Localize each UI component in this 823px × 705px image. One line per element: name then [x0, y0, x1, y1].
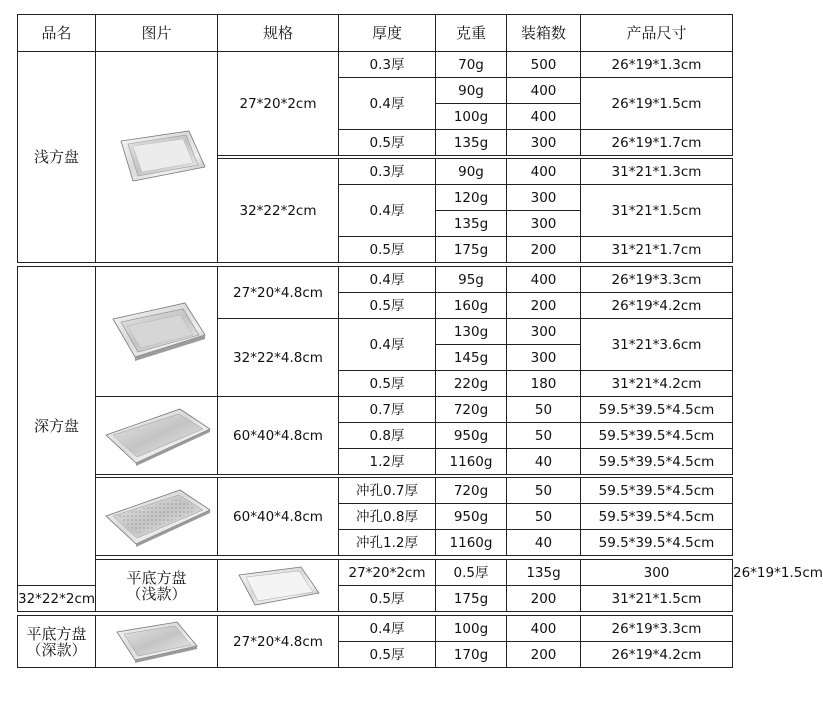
size-cell: 31*21*1.3cm	[581, 159, 733, 185]
product-name-line1: 平底方盘	[26, 624, 87, 643]
table-row: 平底方盘 （浅款） 27*20*2cm 0.5厚 135g 300 26*19*1.5cm	[18, 560, 733, 586]
product-name-shallow: 浅方盘	[18, 52, 96, 263]
size-cell: 26*19*3.3cm	[581, 616, 733, 642]
product-name-line2: （浅款）	[126, 584, 187, 603]
qty-cell: 300	[581, 560, 733, 586]
weight-cell: 175g	[436, 237, 507, 263]
qty-cell: 400	[507, 616, 581, 642]
qty-cell: 50	[507, 397, 581, 423]
product-image-flat-deep	[96, 616, 218, 668]
header-size: 产品尺寸	[581, 15, 733, 52]
table-row	[18, 52, 733, 78]
thickness-cell: 0.4厚	[339, 616, 436, 642]
product-name-line1: 平底方盘	[126, 568, 187, 587]
size-cell: 26*19*4.2cm	[581, 642, 733, 668]
size-cell: 26*19*1.7cm	[581, 130, 733, 156]
spec-cell: 27*20*4.8cm	[218, 616, 339, 668]
thickness-cell: 0.5厚	[339, 586, 436, 612]
weight-cell: 100g	[436, 616, 507, 642]
thickness-cell: 冲孔1.2厚	[339, 530, 436, 556]
weight-cell: 145g	[436, 345, 507, 371]
flat-shallow-tray-photo-icon	[233, 563, 323, 609]
qty-cell: 180	[507, 371, 581, 397]
spec-cell: 27*20*2cm	[218, 52, 339, 156]
qty-cell: 200	[507, 237, 581, 263]
weight-cell: 1160g	[436, 530, 507, 556]
size-cell: 31*21*3.6cm	[581, 319, 733, 371]
table-row	[18, 397, 733, 423]
spec-cell: 32*22*2cm	[218, 159, 339, 263]
size-cell: 26*19*1.5cm	[581, 78, 733, 130]
spec-cell: 27*20*4.8cm	[218, 267, 339, 319]
shallow-tray-photo-icon	[107, 125, 207, 189]
product-name-flat-shallow	[96, 560, 218, 612]
thickness-cell: 0.5厚	[339, 371, 436, 397]
flat-deep-tray-photo-icon	[111, 618, 203, 666]
qty-cell: 50	[507, 504, 581, 530]
size-cell: 31*21*1.5cm	[581, 586, 733, 612]
qty-cell: 400	[507, 159, 581, 185]
qty-cell: 200	[507, 293, 581, 319]
product-image-flat-shallow	[218, 560, 339, 612]
size-cell: 59.5*39.5*4.5cm	[581, 504, 733, 530]
weight-cell: 135g	[507, 560, 581, 586]
weight-cell: 160g	[436, 293, 507, 319]
thickness-cell: 1.2厚	[339, 449, 436, 475]
weight-cell: 120g	[436, 185, 507, 211]
table-row	[18, 616, 733, 642]
qty-cell: 40	[507, 449, 581, 475]
thickness-cell: 0.5厚	[339, 237, 436, 263]
header-spec: 规格	[218, 15, 339, 52]
thickness-cell: 冲孔0.8厚	[339, 504, 436, 530]
size-cell: 26*19*4.2cm	[581, 293, 733, 319]
spec-cell: 60*40*4.8cm	[218, 478, 339, 556]
weight-cell: 220g	[436, 371, 507, 397]
size-cell: 31*21*1.5cm	[581, 185, 733, 237]
size-cell: 31*21*4.2cm	[581, 371, 733, 397]
thickness-cell: 0.5厚	[339, 642, 436, 668]
product-name-line2: （深款）	[26, 640, 87, 659]
header-qty: 装箱数	[507, 15, 581, 52]
table-row	[18, 267, 733, 293]
qty-cell: 200	[507, 642, 581, 668]
weight-cell: 130g	[436, 319, 507, 345]
qty-cell: 400	[507, 78, 581, 104]
large-baking-tray-photo-icon	[102, 405, 212, 467]
weight-cell: 95g	[436, 267, 507, 293]
size-cell: 31*21*1.7cm	[581, 237, 733, 263]
weight-cell: 70g	[436, 52, 507, 78]
spec-cell: 32*22*4.8cm	[218, 319, 339, 397]
header-thickness: 厚度	[339, 15, 436, 52]
weight-cell: 720g	[436, 478, 507, 504]
weight-cell: 135g	[436, 211, 507, 237]
thickness-cell: 0.5厚	[339, 293, 436, 319]
size-cell: 59.5*39.5*4.5cm	[581, 423, 733, 449]
header-weight: 克重	[436, 15, 507, 52]
weight-cell: 90g	[436, 78, 507, 104]
qty-cell: 200	[507, 586, 581, 612]
header-image: 图片	[96, 15, 218, 52]
qty-cell: 300	[507, 185, 581, 211]
weight-cell: 90g	[436, 159, 507, 185]
product-name-deep: 深方盘	[18, 267, 96, 586]
weight-cell: 950g	[436, 504, 507, 530]
qty-cell: 400	[507, 267, 581, 293]
qty-cell: 40	[507, 530, 581, 556]
thickness-cell: 0.8厚	[339, 423, 436, 449]
size-cell: 26*19*1.3cm	[581, 52, 733, 78]
deep-tray-photo-icon	[105, 297, 209, 367]
qty-cell: 50	[507, 423, 581, 449]
thickness-cell: 0.4厚	[339, 78, 436, 130]
qty-cell: 300	[507, 211, 581, 237]
header-name: 品名	[18, 15, 96, 52]
product-image-shallow	[96, 52, 218, 263]
weight-cell: 175g	[436, 586, 507, 612]
qty-cell: 300	[507, 345, 581, 371]
thickness-cell: 0.5厚	[339, 130, 436, 156]
spec-table	[17, 14, 823, 668]
thickness-cell: 0.4厚	[339, 267, 436, 293]
qty-cell: 500	[507, 52, 581, 78]
qty-cell: 300	[507, 319, 581, 345]
qty-cell: 400	[507, 104, 581, 130]
spec-cell: 60*40*4.8cm	[218, 397, 339, 475]
spec-cell: 27*20*2cm	[339, 560, 436, 586]
thickness-cell: 冲孔0.7厚	[339, 478, 436, 504]
thickness-cell: 0.7厚	[339, 397, 436, 423]
thickness-cell: 0.3厚	[339, 52, 436, 78]
thickness-cell: 0.4厚	[339, 319, 436, 371]
weight-cell: 950g	[436, 423, 507, 449]
thickness-cell: 0.3厚	[339, 159, 436, 185]
header-row	[18, 15, 733, 52]
qty-cell: 50	[507, 478, 581, 504]
spec-cell: 32*22*2cm	[18, 586, 96, 612]
thickness-cell: 0.4厚	[339, 185, 436, 237]
perforated-tray-photo-icon	[102, 486, 212, 548]
product-image-large	[96, 397, 218, 475]
weight-cell: 170g	[436, 642, 507, 668]
table-row	[18, 478, 733, 504]
weight-cell: 100g	[436, 104, 507, 130]
size-cell: 59.5*39.5*4.5cm	[581, 478, 733, 504]
size-cell: 59.5*39.5*4.5cm	[581, 397, 733, 423]
thickness-cell: 0.5厚	[436, 560, 507, 586]
qty-cell: 300	[507, 130, 581, 156]
weight-cell: 720g	[436, 397, 507, 423]
product-image-deep	[96, 267, 218, 397]
size-cell: 59.5*39.5*4.5cm	[581, 530, 733, 556]
size-cell: 59.5*39.5*4.5cm	[581, 449, 733, 475]
weight-cell: 135g	[436, 130, 507, 156]
weight-cell: 1160g	[436, 449, 507, 475]
product-name-flat-deep	[18, 616, 96, 668]
product-image-perforated	[96, 478, 218, 556]
size-cell: 26*19*3.3cm	[581, 267, 733, 293]
